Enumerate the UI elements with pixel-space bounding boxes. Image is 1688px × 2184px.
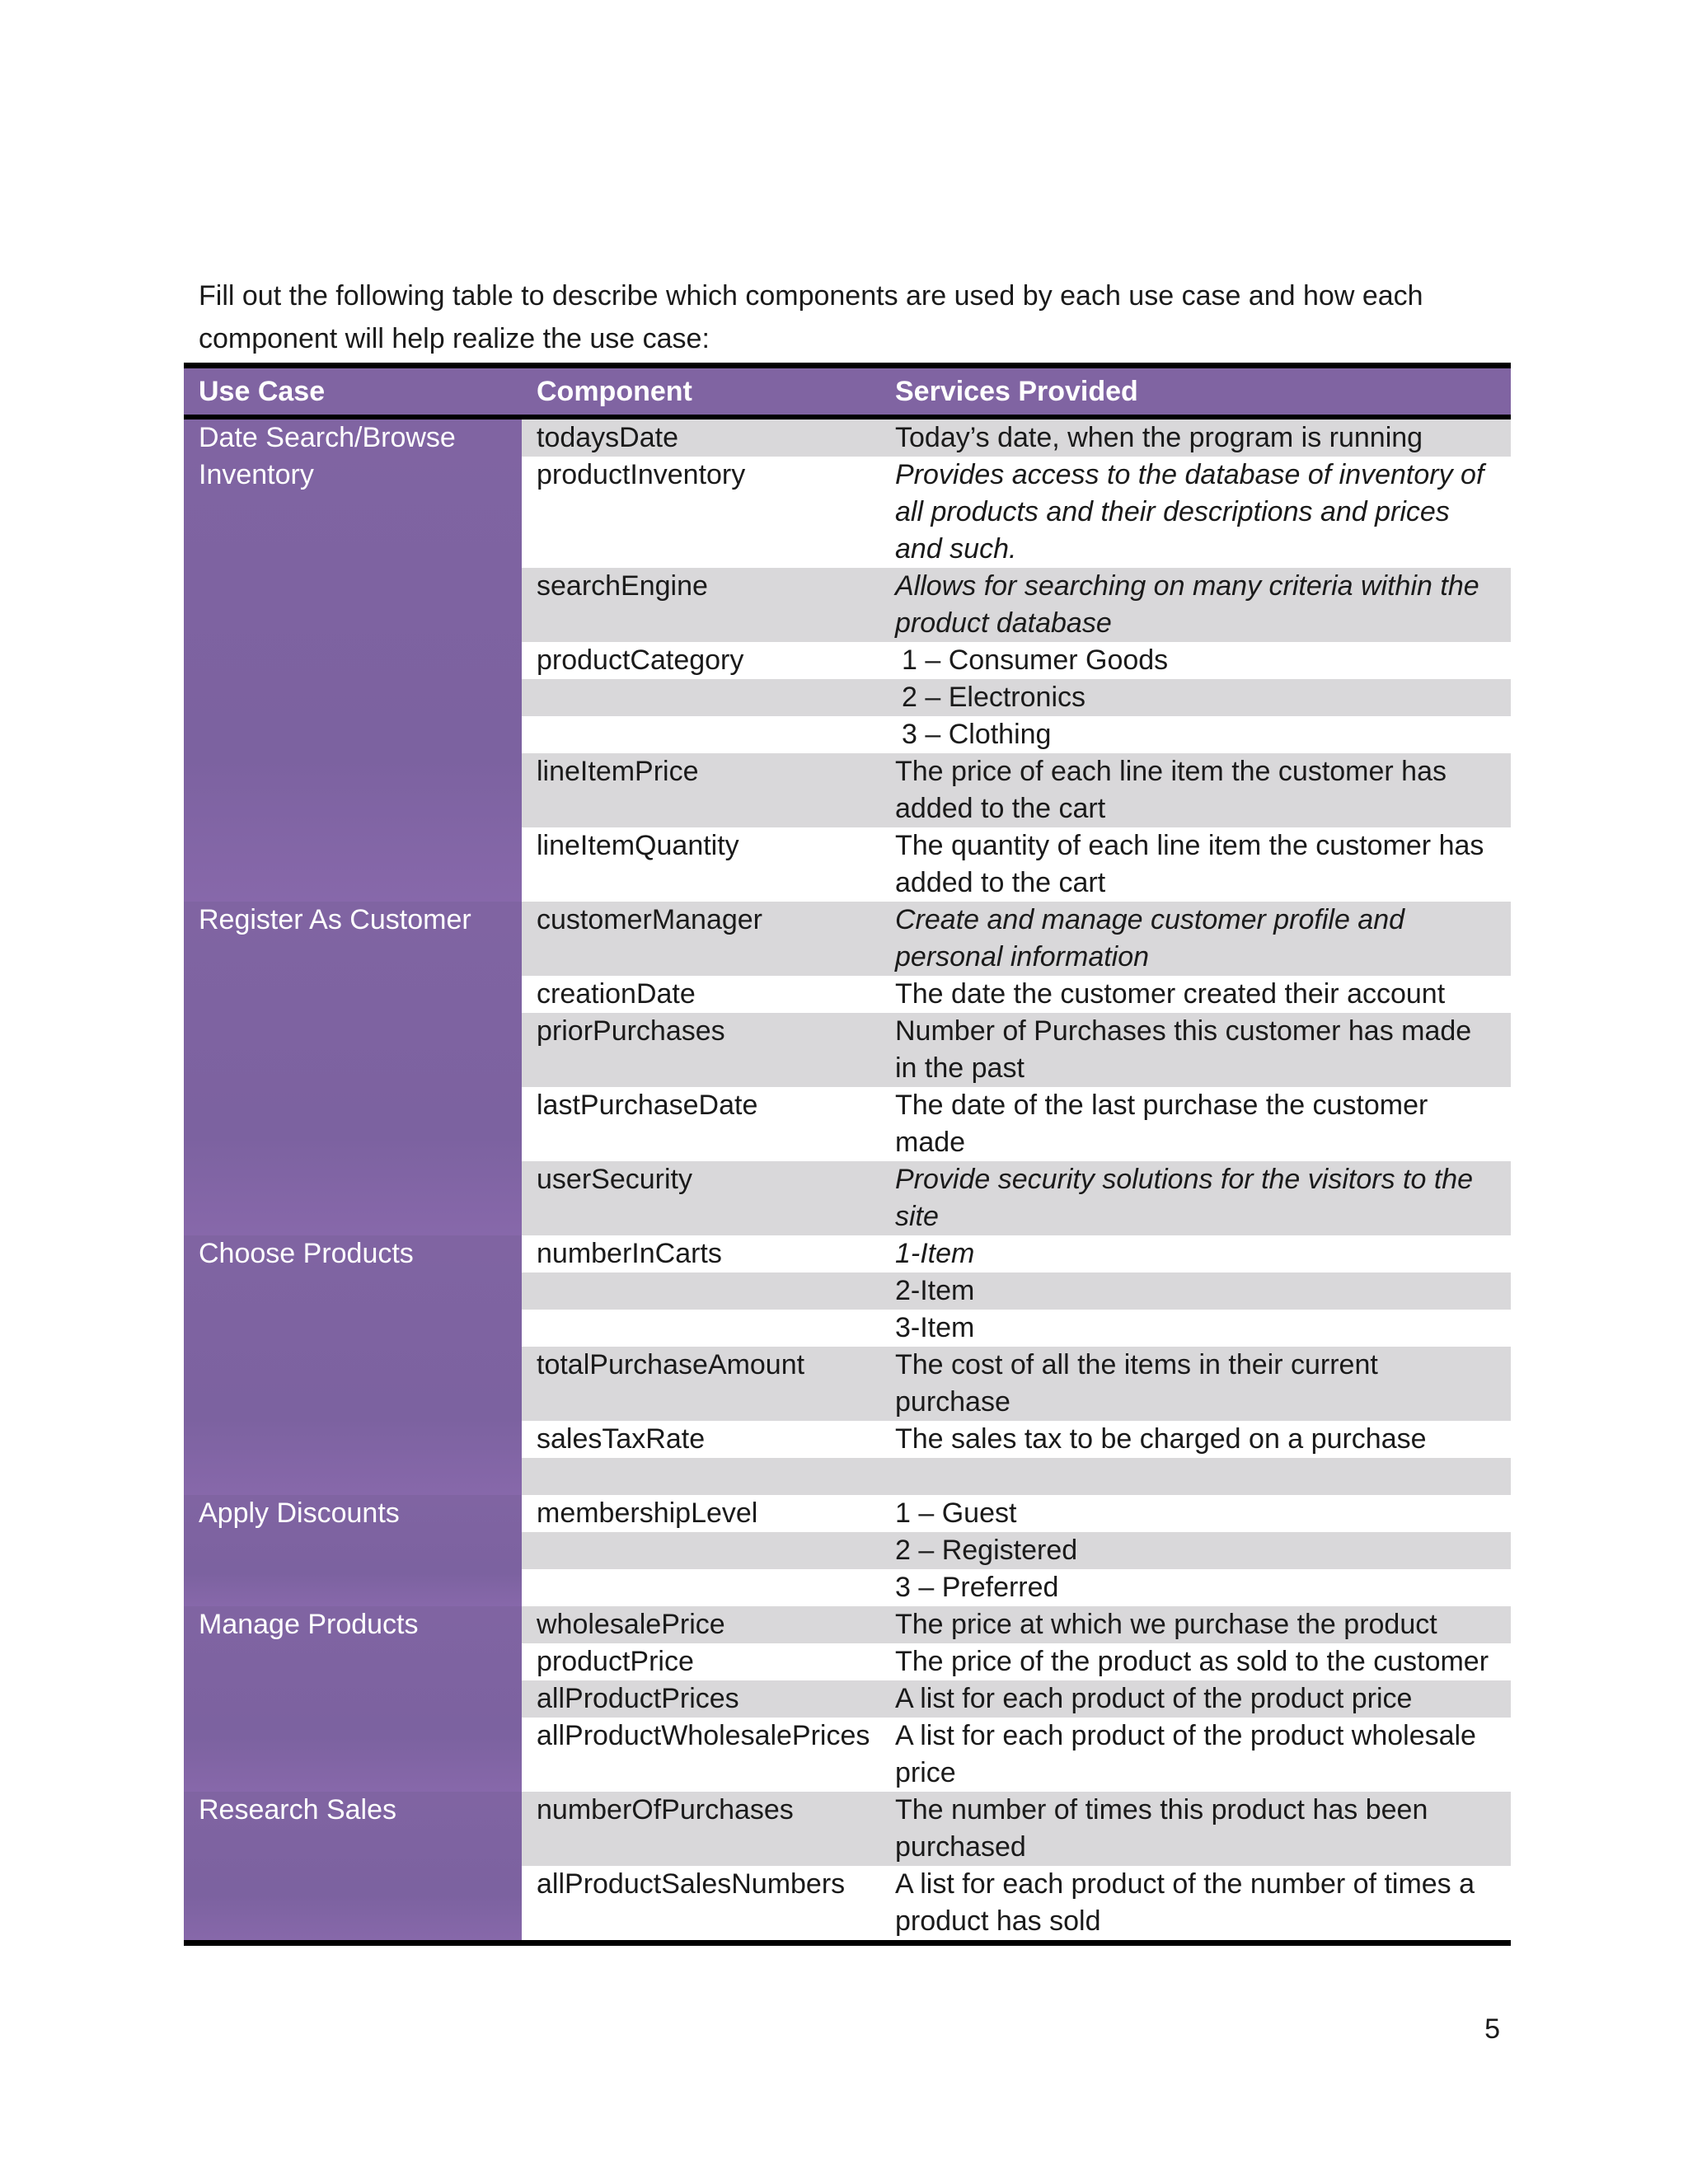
component-cell (522, 679, 880, 716)
service-cell: The cost of all the items in their current purchase (880, 1347, 1511, 1421)
component-cell: allProductWholesalePrices (522, 1718, 880, 1792)
component-cell: lineItemQuantity (522, 827, 880, 902)
component-cell: creationDate (522, 976, 880, 1013)
service-cell: 1 – Guest (880, 1495, 1511, 1532)
component-cell (522, 1310, 880, 1347)
component-cell: lastPurchaseDate (522, 1087, 880, 1161)
use-case-cell: Date Search/Browse Inventory (184, 417, 522, 902)
components-table (184, 363, 1511, 1946)
component-cell: productPrice (522, 1643, 880, 1680)
component-cell (522, 1532, 880, 1569)
service-cell: 2 – Electronics (880, 679, 1511, 716)
component-cell: numberInCarts (522, 1235, 880, 1272)
component-cell: searchEngine (522, 568, 880, 642)
component-cell: todaysDate (522, 417, 880, 457)
component-cell: allProductPrices (522, 1680, 880, 1718)
service-cell: 3-Item (880, 1310, 1511, 1347)
component-cell: numberOfPurchases (522, 1792, 880, 1866)
service-cell (880, 1458, 1511, 1495)
component-cell (522, 1272, 880, 1310)
table-row (184, 1235, 1511, 1272)
service-cell: A list for each product of the product price (880, 1680, 1511, 1718)
service-cell: 3 – Clothing (880, 716, 1511, 753)
service-cell: The number of times this product has been purchased (880, 1792, 1511, 1866)
component-cell (522, 1569, 880, 1606)
table-row (184, 1792, 1511, 1866)
component-cell: userSecurity (522, 1161, 880, 1235)
service-cell: Allows for searching on many criteria within the product database (880, 568, 1511, 642)
service-cell: The date the customer created their account (880, 976, 1511, 1013)
service-cell: The sales tax to be charged on a purchase (880, 1421, 1511, 1458)
service-cell: A list for each product of the number of times a product has sold (880, 1866, 1511, 1943)
service-cell: 1 – Consumer Goods (880, 642, 1511, 679)
component-cell: salesTaxRate (522, 1421, 880, 1458)
service-cell: 1-Item (880, 1235, 1511, 1272)
service-cell: The price of each line item the customer has added to the cart (880, 753, 1511, 827)
instructions-paragraph: Fill out the following table to describe which components are used by each use case and how each component will help realize the use case: (199, 280, 1423, 354)
table-row (184, 1606, 1511, 1643)
component-cell: productCategory (522, 642, 880, 679)
table-header-row (184, 366, 1511, 418)
component-cell: membershipLevel (522, 1495, 880, 1532)
table-row (184, 1495, 1511, 1532)
service-cell: Provide security solutions for the visitors to the site (880, 1161, 1511, 1235)
header-use-case: Use Case (184, 366, 522, 418)
component-cell: priorPurchases (522, 1013, 880, 1087)
service-cell: Today’s date, when the program is running (880, 417, 1511, 457)
use-case-cell: Research Sales (184, 1792, 522, 1943)
header-services-provided: Services Provided (880, 366, 1511, 418)
component-cell: totalPurchaseAmount (522, 1347, 880, 1421)
component-cell (522, 716, 880, 753)
use-case-cell: Apply Discounts (184, 1495, 522, 1606)
service-cell: The date of the last purchase the customer made (880, 1087, 1511, 1161)
table-row (184, 902, 1511, 976)
service-cell: The price at which we purchase the product (880, 1606, 1511, 1643)
component-cell: lineItemPrice (522, 753, 880, 827)
service-cell: 2 – Registered (880, 1532, 1511, 1569)
service-cell: The price of the product as sold to the customer (880, 1643, 1511, 1680)
component-cell (522, 1458, 880, 1495)
use-case-cell: Register As Customer (184, 902, 522, 1235)
service-cell: A list for each product of the product wholesale price (880, 1718, 1511, 1792)
service-cell: Provides access to the database of inventory of all products and their descriptions and prices and such. (880, 457, 1511, 568)
component-cell: customerManager (522, 902, 880, 976)
component-cell: wholesalePrice (522, 1606, 880, 1643)
page-number: 5 (1484, 2013, 1500, 2045)
use-case-cell: Choose Products (184, 1235, 522, 1495)
header-component: Component (522, 366, 880, 418)
component-cell: allProductSalesNumbers (522, 1866, 880, 1943)
table-row (184, 417, 1511, 457)
service-cell: Create and manage customer profile and personal information (880, 902, 1511, 976)
use-case-cell: Manage Products (184, 1606, 522, 1792)
service-cell: The quantity of each line item the customer has added to the cart (880, 827, 1511, 902)
component-cell: productInventory (522, 457, 880, 568)
service-cell: 3 – Preferred (880, 1569, 1511, 1606)
service-cell: Number of Purchases this customer has made in the past (880, 1013, 1511, 1087)
service-cell: 2-Item (880, 1272, 1511, 1310)
